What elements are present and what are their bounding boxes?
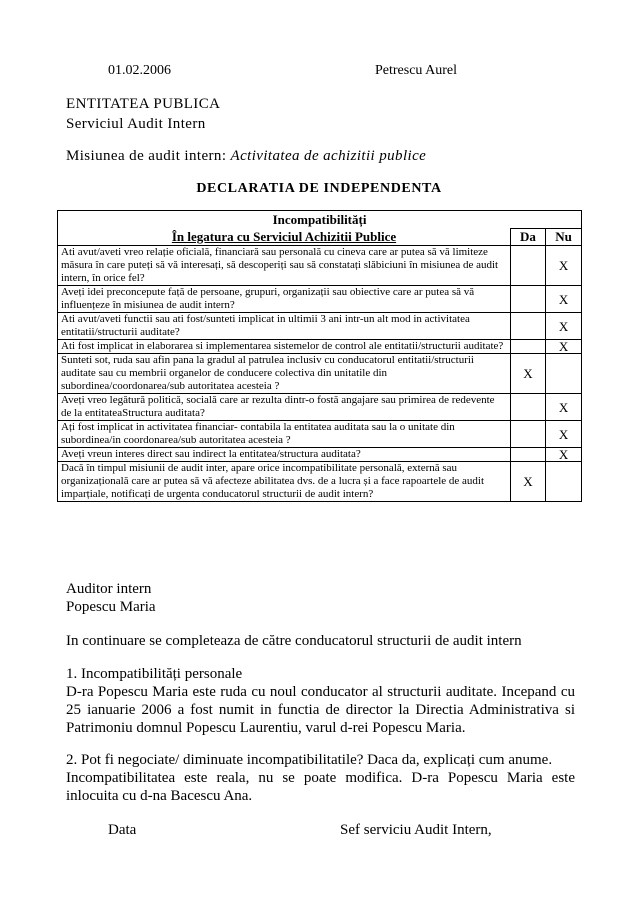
answer-da <box>511 246 546 286</box>
answer-da: X <box>511 462 546 502</box>
table-caption-row <box>58 211 582 229</box>
table-row <box>58 313 582 340</box>
author-name: Petrescu Aurel <box>375 63 458 78</box>
answer-nu: X <box>546 340 582 354</box>
question-cell: Ați fost implicat in activitatea financiar- contabila la entitatea auditata sau la o unitate din subordinea/in coordonarea/sub autoritatea acesteia ? <box>58 421 511 448</box>
table-caption: Incompatibilități <box>58 211 582 229</box>
question-cell: Aveți vreun interes direct sau indirect la entitatea/structura auditata? <box>58 448 511 462</box>
answer-da <box>511 421 546 448</box>
table-row <box>58 246 582 286</box>
answer-da <box>511 394 546 421</box>
question-cell: Aveți idei preconcepute față de persoane, grupuri, organizații sau obiective care ar putea să vă influențeze în misiunea de audit intern? <box>58 286 511 313</box>
answer-da <box>511 448 546 462</box>
answer-nu: X <box>546 421 582 448</box>
answer-nu: X <box>546 448 582 462</box>
question-cell: Ati avut/aveti functii sau ati fost/sunteti implicat in ultimii 3 ani intr-un alt mod in activitatea entitatii/structurii auditate? <box>58 313 511 340</box>
answer-nu: X <box>546 246 582 286</box>
section1-text: D-ra Popescu Maria este ruda cu noul conducator al structurii auditate. Incepand cu 25 ianuarie 2006 a fost numit in functia de director la Directia Administrativa si Patrimoniu domnul Popescu Laurentiu, varul d-rei Popescu Maria. <box>66 684 575 736</box>
document-date: 01.02.2006 <box>108 63 171 78</box>
auditor-role: Auditor intern <box>66 581 152 597</box>
answer-nu <box>546 354 582 394</box>
footer-date-label: Data <box>108 822 137 838</box>
question-cell: Ati avut/aveti vreo relație oficială, financiară sau personală cu cineva care ar putea să vă limiteze măsura în care puteți să vă interesați, să descoperiți sau să constatați slăbiciuni în misiunea de audit intern, în orice fel? <box>58 246 511 286</box>
answer-nu <box>546 462 582 502</box>
answer-da <box>511 313 546 340</box>
answer-da <box>511 340 546 354</box>
answer-da: X <box>511 354 546 394</box>
continuation-note: In continuare se completeaza de către conducatorul structurii de audit intern <box>66 633 522 649</box>
question-cell: Sunteti sot, ruda sau afin pana la gradul al patrulea inclusiv cu conducatorul entitatii/structurii auditate sau cu membrii organelor de conducere colectiva din unitatile din subordinea/coordonarea/sub autoritatea acesteia ? <box>58 354 511 394</box>
section1-heading: 1. Incompatibilități personale <box>66 666 243 682</box>
table-row <box>58 394 582 421</box>
question-cell: Dacă în timpul misiunii de audit inter, apare orice incompatibilitate personală, externă sau organizațională care ar putea să vă afecteze abilitatea dvs. de a lucra și a face rapoartele de audit imparțiale, notificați de urgenta conducatorul structurii de audit intern? <box>58 462 511 502</box>
question-cell: Ati fost implicat in elaborarea si implementarea sistemelor de control ale entitatii/structurii auditate? <box>58 340 511 354</box>
table-row <box>58 286 582 313</box>
table-row <box>58 354 582 394</box>
question-cell: Aveți vreo legătură politică, socială care ar rezulta dintr-o fostă angajare sau primirea de redevente de la entitateaStructura auditata? <box>58 394 511 421</box>
section2-heading: 2. Pot fi negociate/ diminuate incompatibilitatile? Daca da, explicați cum anume. <box>66 752 553 768</box>
answer-nu: X <box>546 286 582 313</box>
table-header-row <box>58 229 582 246</box>
section2-text: Incompatibilitatea este reala, nu se poate modifica. D-ra Popescu Maria este inlocuita cu d-na Bacescu Ana. <box>66 770 575 804</box>
answer-nu: X <box>546 313 582 340</box>
table-row <box>58 421 582 448</box>
column-nu: Nu <box>546 229 582 246</box>
table-row <box>58 462 582 502</box>
mission-line <box>66 148 426 165</box>
table-row <box>58 340 582 354</box>
table-row <box>58 448 582 462</box>
document-title: DECLARATIA DE INDEPENDENTA <box>196 181 442 196</box>
entity-name: ENTITATEA PUBLICA <box>66 96 221 112</box>
mission-label: Misiunea de audit intern: <box>66 148 231 164</box>
answer-nu: X <box>546 394 582 421</box>
mission-value: Activitatea de achizitii publice <box>230 148 427 164</box>
answer-da <box>511 286 546 313</box>
footer-signature-label: Sef serviciu Audit Intern, <box>340 822 492 838</box>
column-da: Da <box>511 229 546 246</box>
entity-department: Serviciul Audit Intern <box>66 116 206 132</box>
table-subcaption: În legatura cu Serviciul Achizitii Publice <box>58 229 511 246</box>
declaration-table <box>57 210 582 502</box>
auditor-name: Popescu Maria <box>66 599 156 615</box>
